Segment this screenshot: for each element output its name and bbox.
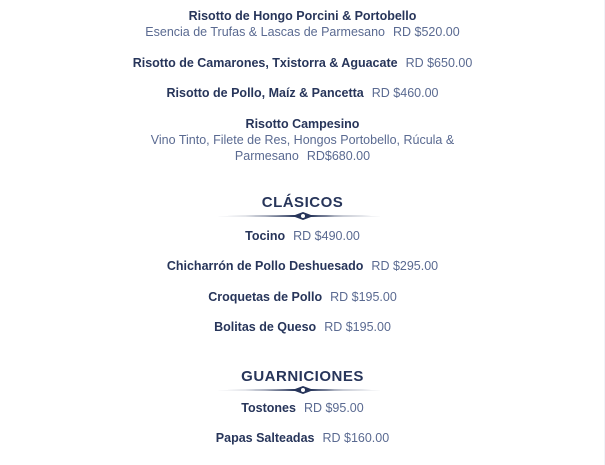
item-name: Bolitas de Queso <box>214 320 317 334</box>
menu-item-camarones <box>0 55 605 71</box>
item-name: Papas Salteadas <box>215 431 315 445</box>
ornament-divider-icon <box>213 211 393 221</box>
menu-item-bolitas <box>0 319 605 335</box>
item-name: Risotto de Hongo Porcini & Portobello <box>188 9 417 23</box>
item-price: RD $195.00 <box>324 320 391 334</box>
item-price: RD $295.00 <box>371 259 439 273</box>
item-name: Risotto de Pollo, Maíz & Pancetta <box>166 86 364 100</box>
item-name: Croquetas de Pollo <box>208 290 323 304</box>
item-name: Risotto de Camarones, Txistorra & Aguacate <box>132 56 398 70</box>
menu-item-porcini <box>0 8 605 24</box>
menu-item-tocino <box>0 228 605 244</box>
item-name: Tostones <box>241 401 296 415</box>
item-description: Vino Tinto, Filete de Res, Hongos Portobello, Rúcula & <box>150 133 455 147</box>
menu-item-campesino-desc <box>0 132 605 148</box>
item-price: RD $160.00 <box>322 431 390 445</box>
item-price: RD $460.00 <box>371 86 439 100</box>
item-price: RD$680.00 <box>306 149 371 163</box>
item-description: Parmesano <box>234 149 299 163</box>
menu-item-campesino <box>0 116 605 132</box>
menu-item-campesino-detail <box>0 148 605 164</box>
item-name: Risotto Campesino <box>245 117 360 131</box>
menu-item-croquetas <box>0 289 605 305</box>
section-title-guarniciones: GUARNICIONES <box>241 368 364 385</box>
item-price: RD $650.00 <box>405 56 473 70</box>
section-title-clasicos: CLÁSICOS <box>261 194 344 211</box>
menu-item-porcini-detail <box>0 24 605 40</box>
item-price: RD $195.00 <box>330 290 397 304</box>
menu-item-pollo <box>0 85 605 101</box>
item-description: Esencia de Trufas & Lascas de Parmesano <box>145 25 385 39</box>
ornament-divider-icon <box>213 385 393 395</box>
item-price: RD $95.00 <box>303 401 364 415</box>
item-price: RD $490.00 <box>293 229 360 243</box>
item-name: Tocino <box>245 229 286 243</box>
item-name: Chicharrón de Pollo Deshuesado <box>166 259 364 273</box>
item-price: RD $520.00 <box>393 25 460 39</box>
menu-item-papas <box>0 430 605 446</box>
menu-item-tostones <box>0 400 605 416</box>
menu-item-chicharron <box>0 258 605 274</box>
